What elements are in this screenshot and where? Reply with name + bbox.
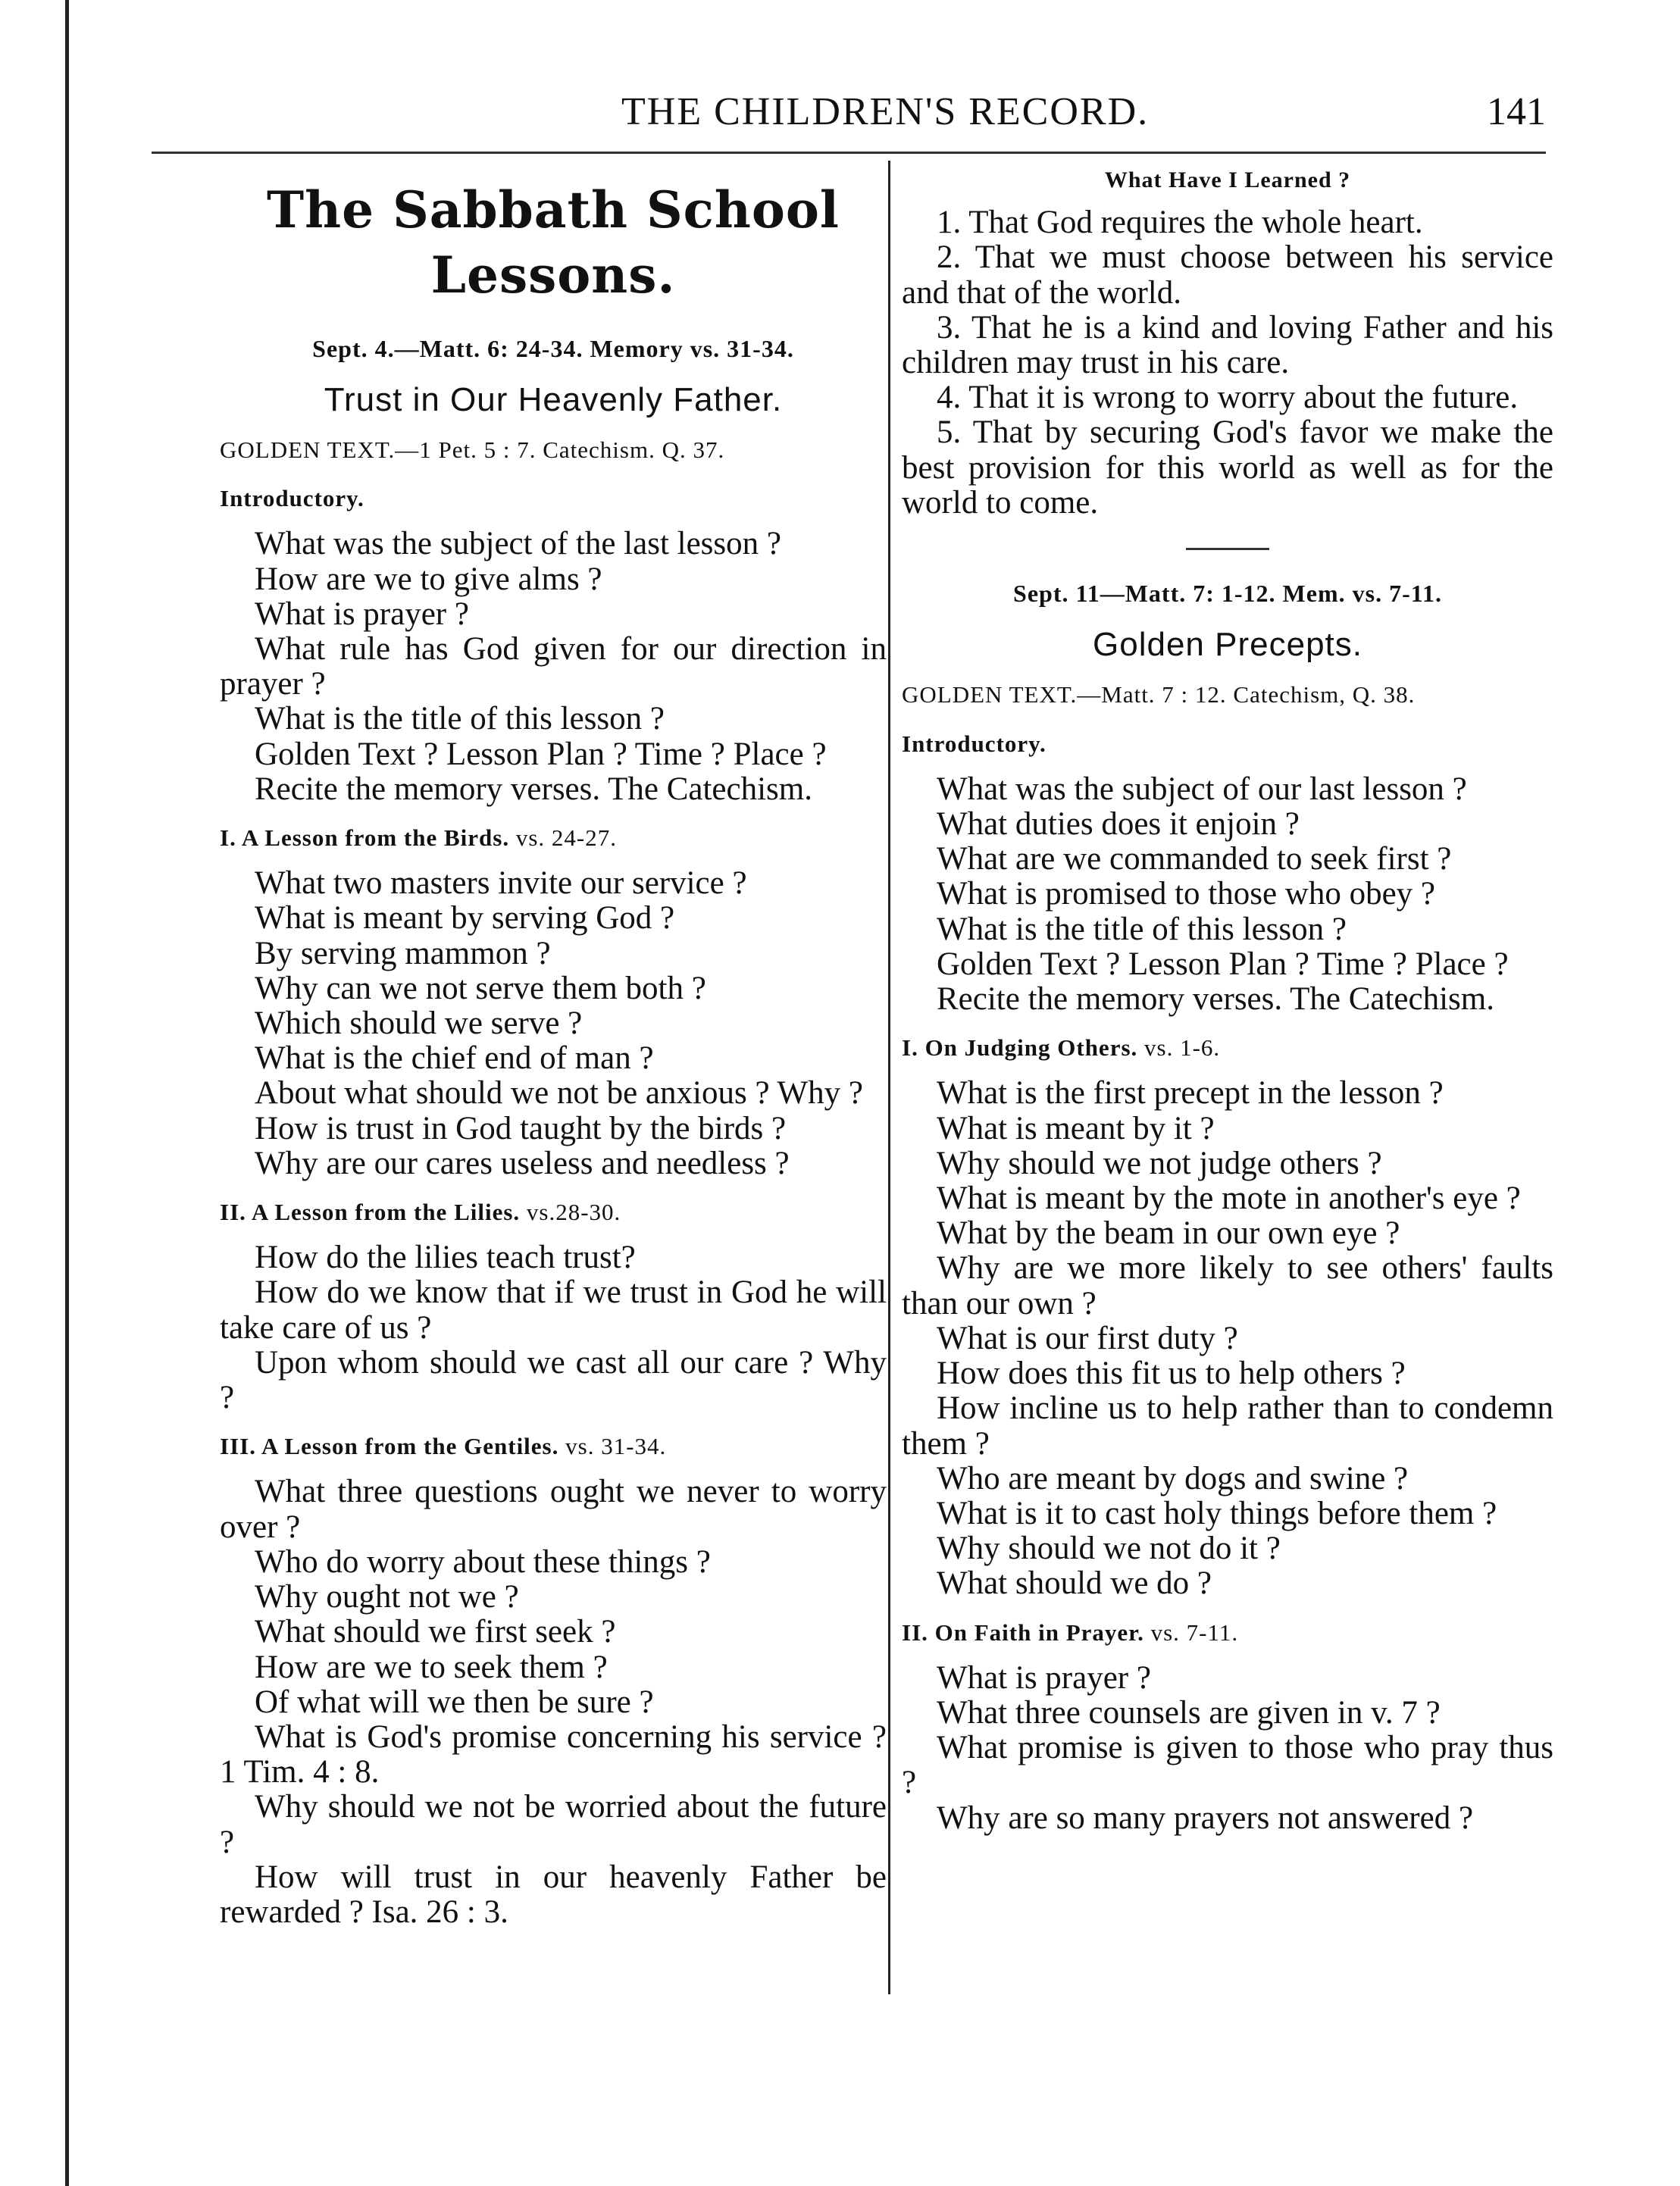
question: What is it to cast holy things before them ? — [937, 1495, 1497, 1531]
question: Why are so many prayers not answered ? — [937, 1800, 1474, 1836]
running-title: THE CHILDREN'S RECORD. — [621, 90, 1150, 133]
section-verses: vs.28-30. — [526, 1199, 621, 1226]
golden-text: GOLDEN TEXT.—Matt. 7 : 12. Catechism, Q. 38. — [902, 681, 1416, 708]
page-header — [152, 89, 1546, 142]
question: What is meant by the mote in another's eye ? — [937, 1181, 1521, 1217]
learned-point: 4. That it is wrong to worry about the future. — [937, 380, 1519, 416]
question: What is our first duty ? — [937, 1320, 1238, 1356]
column-divider — [888, 161, 890, 1994]
question: Why are our cares useless and needless ? — [255, 1145, 790, 1181]
question: What should we do ? — [937, 1565, 1212, 1602]
question: How do the lilies teach trust? — [255, 1240, 636, 1276]
section-heading — [220, 1195, 887, 1230]
section-questions — [220, 1475, 887, 1930]
question: What rule has God given for our direction in prayer ? — [220, 631, 887, 702]
question: What three questions ought we never to worry over ? — [220, 1474, 887, 1545]
question: Who do worry about these things ? — [255, 1543, 711, 1580]
question: Who are meant by dogs and swine ? — [937, 1460, 1409, 1496]
question: How does this fit us to help others ? — [937, 1356, 1406, 1392]
section-questions — [220, 866, 887, 1181]
lesson-title: Trust in Our Heavenly Father. — [324, 380, 783, 418]
page-number: 141 — [1487, 90, 1546, 133]
question: How will trust in our heavenly Father be rewarded ? Isa. 26 : 3. — [220, 1859, 887, 1930]
question: Golden Text ? Lesson Plan ? Time ? Place ? — [937, 946, 1509, 982]
column-title: The Sabbath School Lessons. — [267, 180, 840, 305]
question: Recite the memory verses. The Catechism. — [255, 771, 812, 807]
question: Recite the memory verses. The Catechism. — [937, 981, 1494, 1018]
question: Why ought not we ? — [255, 1579, 519, 1615]
question: What promise is given to those who pray thus ? — [902, 1730, 1553, 1801]
question: What is the chief end of man ? — [255, 1040, 654, 1077]
question: Why should we not do it ? — [937, 1531, 1281, 1567]
section-title: III. A Lesson from the Gentiles. — [220, 1433, 559, 1460]
question: Why should we not be worried about the future ? — [220, 1789, 887, 1860]
learned-points — [902, 205, 1553, 521]
section-separator — [1186, 548, 1269, 550]
question: What is prayer ? — [937, 1659, 1151, 1696]
lesson-reference: Sept. 11—Matt. 7: 1-12. Mem. vs. 7-11. — [1013, 580, 1442, 608]
left-column — [220, 163, 887, 1930]
section-heading — [220, 1429, 887, 1464]
question: What is promised to those who obey ? — [937, 876, 1436, 912]
question: What should we first seek ? — [255, 1614, 616, 1650]
question: Of what will we then be sure ? — [255, 1684, 654, 1720]
question: What is prayer ? — [255, 596, 469, 632]
learned-heading: What Have I Learned ? — [1104, 167, 1351, 192]
question: What is meant by serving God ? — [255, 900, 675, 937]
left-margin-rule — [65, 0, 69, 2186]
lesson-reference: Sept. 4.—Matt. 6: 24-34. Memory vs. 31-34. — [312, 334, 794, 362]
question: What are we commanded to seek first ? — [937, 841, 1452, 877]
intro-heading: Introductory. — [902, 730, 1046, 757]
section-title: I. A Lesson from the Birds. — [220, 824, 510, 852]
question: Why are we more likely to see others' faults than our own ? — [902, 1250, 1553, 1321]
learned-point: 5. That by securing God's favor we make the best provision for this world as well as for the world to come. — [902, 414, 1553, 521]
question: What duties does it enjoin ? — [937, 806, 1300, 843]
section-questions — [220, 1240, 887, 1415]
question: How incline us to help rather than to condemn them ? — [902, 1390, 1553, 1462]
section-title: I. On Judging Others. — [902, 1034, 1138, 1062]
question: Why should we not judge others ? — [937, 1145, 1382, 1181]
question: Upon whom should we cast all our care ? Why ? — [220, 1344, 887, 1416]
learned-point: 3. That he is a kind and loving Father and his children may trust in his care. — [902, 309, 1553, 381]
section-verses: vs. 7-11. — [1150, 1618, 1239, 1646]
lesson-title: Golden Precepts. — [1093, 626, 1362, 664]
question: What three counsels are given in v. 7 ? — [937, 1694, 1441, 1731]
section-verses: vs. 31-34. — [565, 1433, 667, 1460]
question: How do we know that if we trust in God he will take care of us ? — [220, 1274, 887, 1346]
question: What two masters invite our service ? — [255, 865, 747, 902]
question: What was the subject of the last lesson ? — [255, 526, 781, 562]
section-title: II. On Faith in Prayer. — [902, 1618, 1144, 1646]
question: How are we to seek them ? — [255, 1649, 608, 1685]
section-heading — [902, 1615, 1553, 1650]
question: What is the title of this lesson ? — [937, 911, 1347, 947]
question: Golden Text ? Lesson Plan ? Time ? Place ? — [255, 736, 827, 772]
right-column — [902, 163, 1553, 1836]
section-verses: vs. 1-6. — [1144, 1034, 1221, 1062]
question: Which should we serve ? — [255, 1005, 583, 1042]
section-questions — [902, 1661, 1553, 1836]
section-verses: vs. 24-27. — [515, 824, 617, 852]
question: About what should we not be anxious ? Why ? — [255, 1075, 863, 1112]
header-rule — [152, 152, 1546, 154]
section-heading — [902, 1030, 1553, 1065]
question: What by the beam in our own eye ? — [937, 1215, 1400, 1252]
question: How is trust in God taught by the birds ? — [255, 1110, 787, 1146]
learned-point: 1. That God requires the whole heart. — [937, 205, 1423, 241]
golden-text: GOLDEN TEXT.—1 Pet. 5 : 7. Catechism. Q. 37. — [220, 436, 725, 463]
question: What is meant by it ? — [937, 1110, 1215, 1146]
section-title: II. A Lesson from the Lilies. — [220, 1199, 521, 1226]
section-heading — [220, 821, 887, 855]
intro-questions — [902, 772, 1553, 1017]
question: What is the title of this lesson ? — [255, 701, 665, 737]
question: Why can we not serve them both ? — [255, 970, 706, 1006]
question: What is God's promise concerning his service ? 1 Tim. 4 : 8. — [220, 1718, 887, 1790]
learned-point: 2. That we must choose between his service and that of the world. — [902, 239, 1553, 311]
question: What is the first precept in the lesson ? — [937, 1075, 1444, 1112]
intro-questions — [220, 527, 887, 807]
question: What was the subject of our last lesson ? — [937, 771, 1467, 807]
question: How are we to give alms ? — [255, 561, 602, 597]
section-questions — [902, 1076, 1553, 1601]
intro-heading: Introductory. — [220, 485, 364, 512]
question: By serving mammon ? — [255, 935, 551, 971]
